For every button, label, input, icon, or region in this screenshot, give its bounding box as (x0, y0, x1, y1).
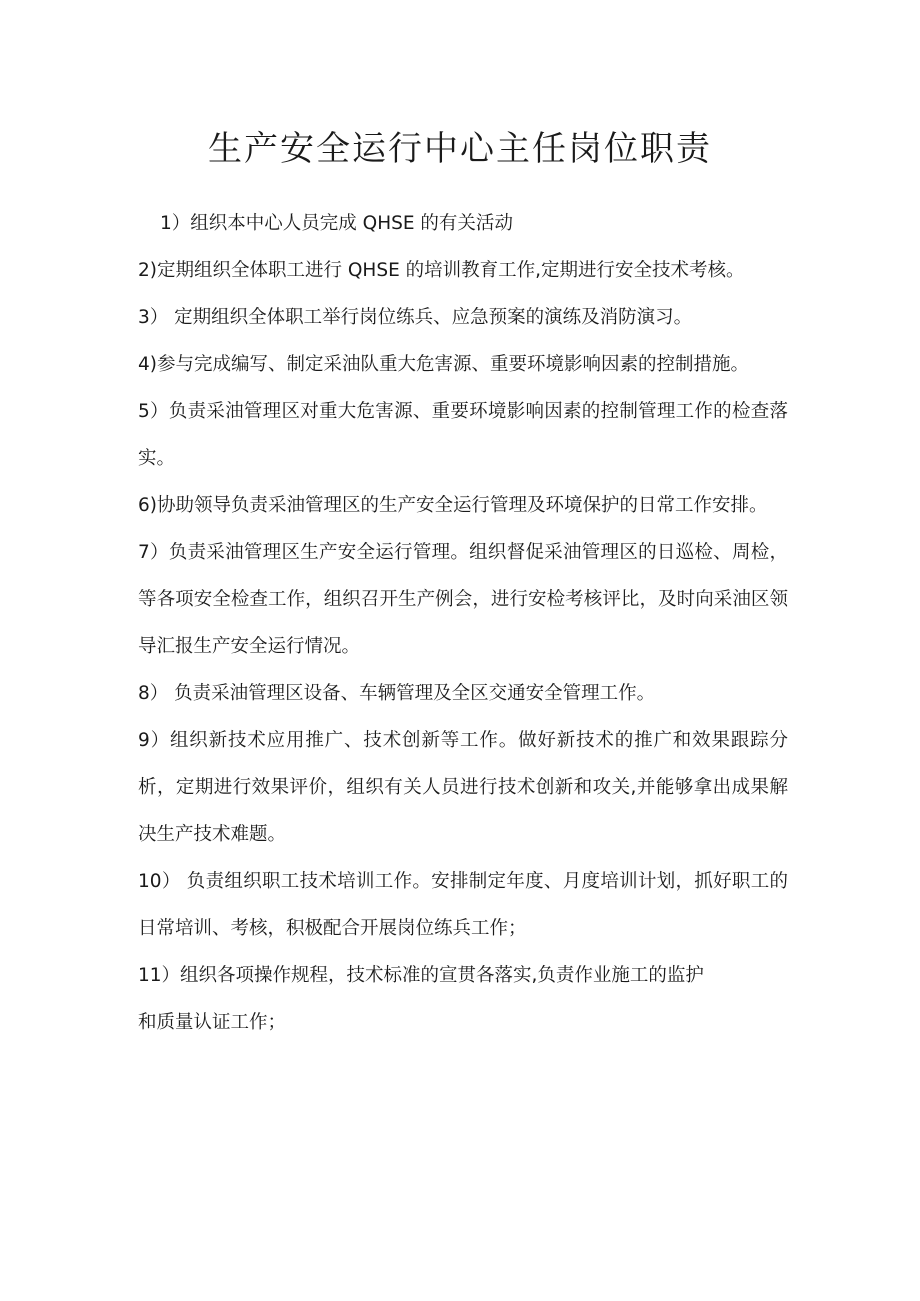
duty-item-8: 8） 负责采油管理区设备、车辆管理及全区交通安全管理工作。 (138, 683, 656, 704)
duty-item-9: 9）组织新技术应用推广、技术创新等工作。做好新技术的推广和效果跟踪分析，定期进行效果评价，组织有关人员进行技术创新和攻关,并能够拿出成果解决生产技术难题。 (138, 730, 788, 845)
duty-item-11: 11）组织各项操作规程，技术标准的宣贯各落实,负责作业施工的监护 (138, 965, 704, 986)
duty-item-4: 4)参与完成编写、制定采油队重大危害源、重要环境影响因素的控制措施。 (138, 354, 749, 375)
duty-item-1: 1）组织本中心人员完成 QHSE 的有关活动 (160, 213, 513, 234)
duty-list (138, 200, 788, 1046)
duty-item-6: 6)协助领导负责采油管理区的生产安全运行管理及环境保护的日常工作安排。 (138, 495, 768, 516)
duty-item-7: 7）负责采油管理区生产安全运行管理。组织督促采油管理区的日巡检、周检，等各项安全检查工作，组织召开生产例会，进行安检考核评比，及时向采油区领导汇报生产安全运行情况。 (138, 542, 788, 657)
duty-item-10: 10） 负责组织职工技术培训工作。安排制定年度、月度培训计划，抓好职工的日常培训、考核，积极配合开展岗位练兵工作； (138, 871, 788, 939)
duty-item-2: 2)定期组织全体职工进行 QHSE 的培训教育工作,定期进行安全技术考核。 (138, 260, 745, 281)
duty-item-3: 3） 定期组织全体职工举行岗位练兵、应急预案的演练及消防演习。 (138, 307, 693, 328)
document-title: 生产安全运行中心主任岗位职责 (208, 129, 712, 169)
duty-item-11-continued: 和质量认证工作； (138, 1012, 287, 1033)
duty-item-5: 5）负责采油管理区对重大危害源、重要环境影响因素的控制管理工作的检查落实。 (138, 401, 788, 469)
